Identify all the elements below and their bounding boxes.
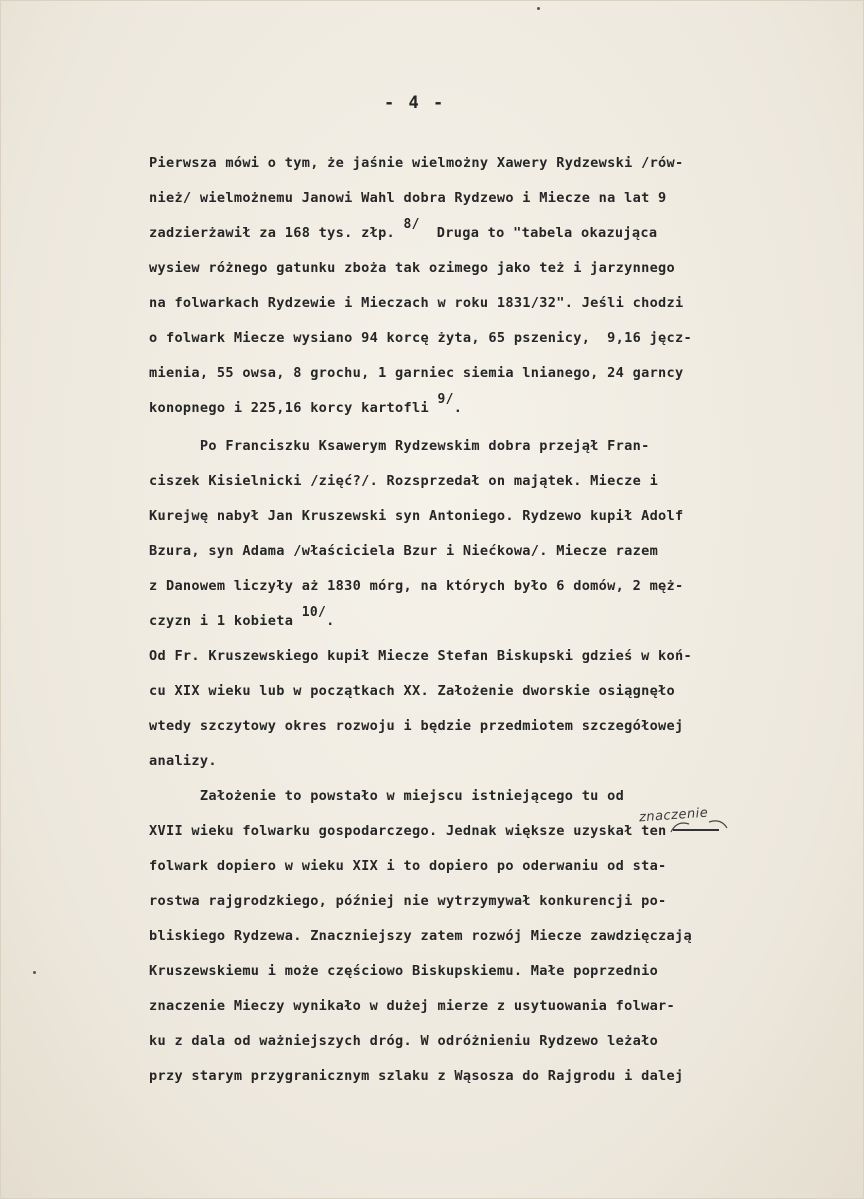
margin-dot-left bbox=[33, 971, 36, 974]
text-line: mienia, 55 owsa, 8 grochu, 1 garniec siemia lnianego, 24 garncy bbox=[149, 365, 684, 381]
text-line bbox=[149, 392, 463, 418]
text-line: nież/ wielmożnemu Janowi Wahl dobra Rydzewo i Miecze na lat 9 bbox=[149, 190, 667, 206]
text-line: analizy. bbox=[149, 753, 217, 769]
footnote-ref: 9/ bbox=[437, 392, 454, 407]
text-line: wysiew różnego gatunku zboża tak ozimego jako też i jarzynnego bbox=[149, 260, 676, 276]
strikethrough-mark bbox=[673, 829, 719, 831]
text-line: ciszek Kisielnicki /zięć?/. Rozsprzedał on majątek. Miecze i bbox=[149, 473, 659, 489]
text-line: o folwark Miecze wysiano 94 korcę żyta, 65 pszenicy, 9,16 jęcz- bbox=[149, 330, 692, 346]
footnote-ref: 10/ bbox=[301, 605, 327, 620]
text-line: przy starym przygranicznym szlaku z Wąsosza do Rajgrodu i dalej bbox=[149, 1068, 684, 1084]
text-line: Bzura, syn Adama /właściciela Bzur i Niećkowa/. Miecze razem bbox=[149, 543, 659, 559]
page-number: - 4 - bbox=[384, 93, 446, 113]
text-line: z Danowem liczyły aż 1830 mórg, na których było 6 domów, 2 męż- bbox=[149, 578, 684, 594]
punch-dot-top bbox=[537, 7, 540, 10]
text-segment: czyzn i 1 kobieta bbox=[149, 613, 302, 629]
text-line: Po Franciszku Ksawerym Rydzewskim dobra przejął Fran- bbox=[149, 438, 650, 454]
text-line: na folwarkach Rydzewie i Mieczach w roku 1831/32". Jeśli chodzi bbox=[149, 295, 684, 311]
text-line: bliskiego Rydzewa. Znaczniejszy zatem rozwój Miecze zawdzięczają bbox=[149, 928, 692, 944]
text-line: znaczenie Mieczy wynikało w dużej mierze z usytuowania folwar- bbox=[149, 998, 676, 1014]
text-line: Kruszewskiemu i może częściowo Biskupskiemu. Małe poprzednio bbox=[149, 963, 659, 979]
text-line: Od Fr. Kruszewskiego kupił Miecze Stefan Biskupski gdzieś w koń- bbox=[149, 648, 692, 664]
text-line: Pierwsza mówi o tym, że jaśnie wielmożny Xawery Rydzewski /rów- bbox=[149, 155, 684, 171]
text-line: Kurejwę nabył Jan Kruszewski syn Antoniego. Rydzewo kupił Adolf bbox=[149, 508, 684, 524]
text-line: ku z dala od ważniejszych dróg. W odróżnieniu Rydzewo leżało bbox=[149, 1033, 659, 1049]
text-line: wtedy szczytowy okres rozwoju i będzie przedmiotem szczegółowej bbox=[149, 718, 684, 734]
text-segment: . bbox=[326, 613, 335, 629]
text-line: folwark dopiero w wieku XIX i to dopiero po oderwaniu od sta- bbox=[149, 858, 667, 874]
correction-arc-icon bbox=[669, 816, 729, 834]
text-line: cu XIX wieku lub w początkach XX. Założenie dworskie osiągnęło bbox=[149, 683, 676, 699]
text-segment: zadzierżawił za 168 tys. złp. bbox=[149, 225, 404, 241]
text-line bbox=[149, 217, 658, 243]
text-segment: . bbox=[453, 400, 463, 416]
text-line: XVII wieku folwarku gospodarczego. Jednak większe uzyskał ten bbox=[149, 823, 667, 839]
footnote-ref: 8/ bbox=[403, 217, 420, 232]
handwritten-correction: znaczenie bbox=[638, 805, 709, 826]
text-line: rostwa rajgrodzkiego, później nie wytrzymywał konkurencji po- bbox=[149, 893, 667, 909]
text-segment: Druga to "tabela okazująca bbox=[419, 225, 658, 241]
text-line: Założenie to powstało w miejscu istniejącego tu od bbox=[149, 788, 625, 804]
text-segment: konopnego i 225,16 korcy kartofli bbox=[149, 400, 438, 416]
text-line bbox=[149, 605, 335, 631]
